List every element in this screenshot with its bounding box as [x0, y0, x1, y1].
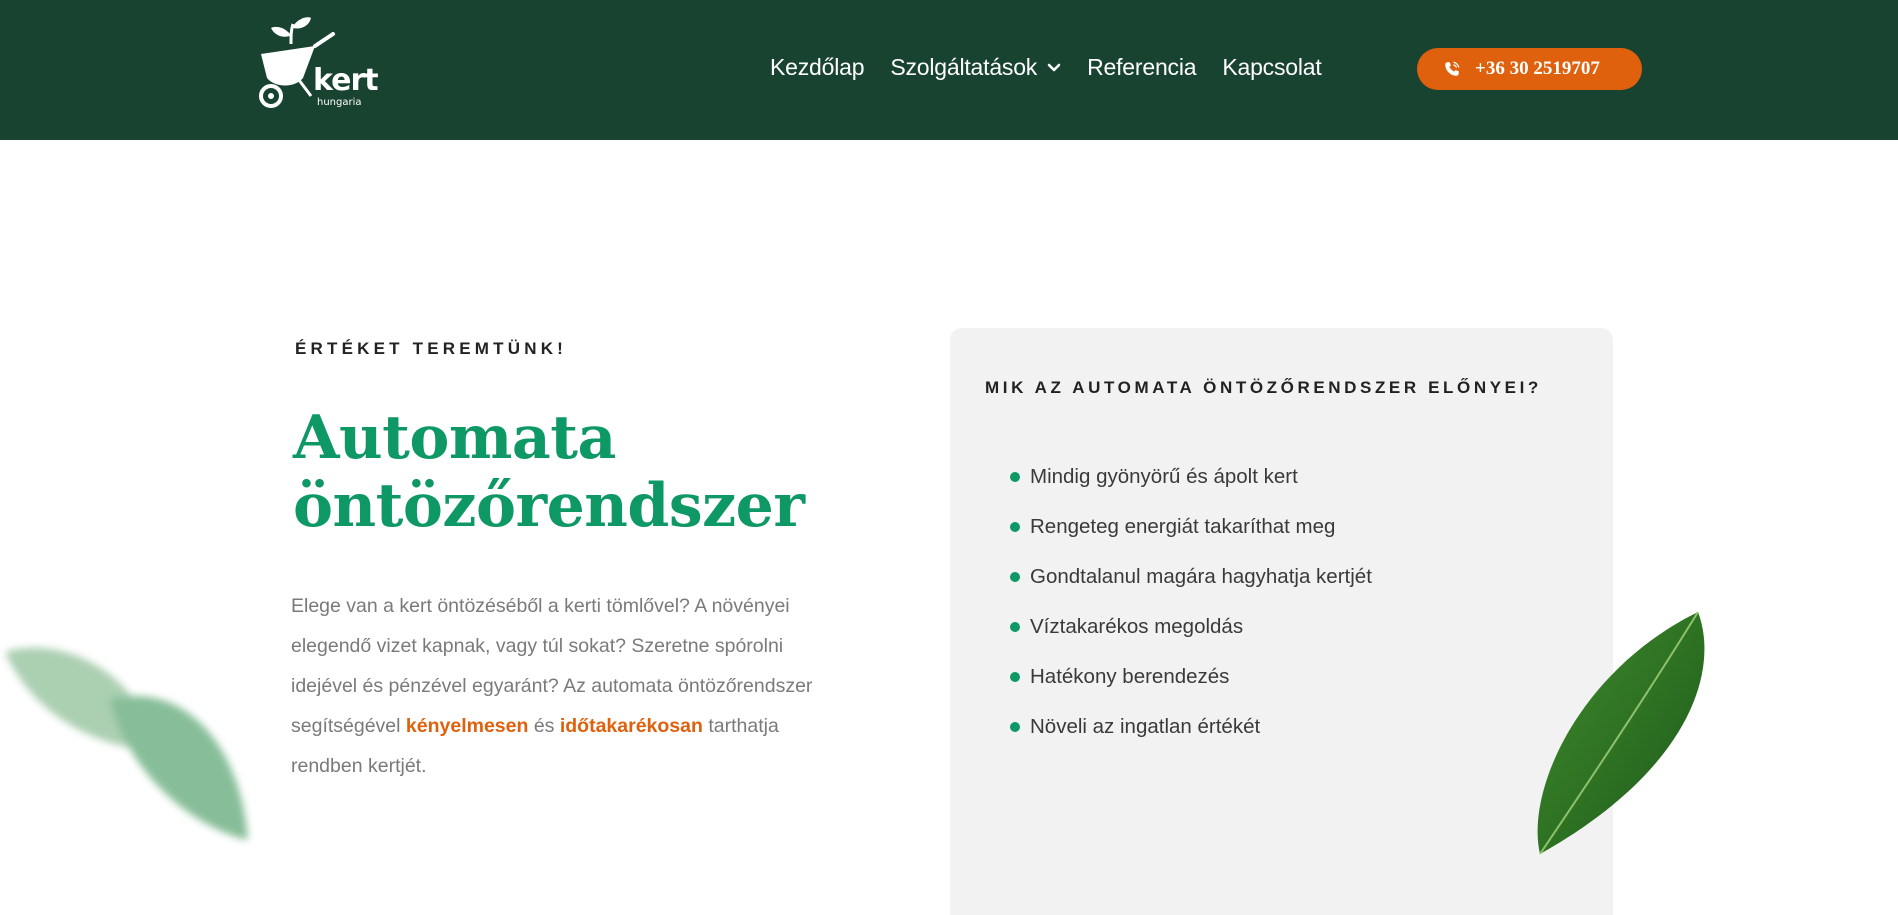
nav-item-services[interactable]: [890, 54, 1061, 81]
nav-item-home[interactable]: [770, 54, 864, 81]
bullet-icon: [1010, 522, 1020, 532]
list-item: [1010, 502, 1372, 552]
chevron-down-icon: [1047, 61, 1061, 75]
logo-subtitle: hungaria: [317, 97, 362, 108]
bullet-icon: [1010, 572, 1020, 582]
nav-item-references[interactable]: [1087, 54, 1196, 81]
phone-icon: [1443, 60, 1461, 78]
list-item: [1010, 602, 1372, 652]
phone-call-button[interactable]: [1417, 48, 1642, 90]
site-logo[interactable]: [255, 16, 378, 116]
benefits-card: [950, 328, 1613, 915]
blurred-leaves-decoration: [0, 640, 270, 860]
intro-text: és: [528, 715, 560, 737]
section-eyebrow: ÉRTÉKET TEREMTÜNK!: [295, 339, 568, 358]
nav-label: Kapcsolat: [1222, 54, 1322, 80]
benefit-text: Hatékony berendezés: [1030, 665, 1230, 688]
benefit-text: Víztakarékos megoldás: [1030, 615, 1244, 638]
title-line-1: Automata: [293, 403, 616, 473]
page-title: [293, 404, 853, 540]
nav-item-contact[interactable]: [1222, 54, 1321, 81]
phone-number: +36 30 2519707: [1475, 58, 1600, 79]
benefit-text: Gondtalanul magára hagyhatja kertjét: [1030, 565, 1372, 588]
benefits-title: MIK AZ AUTOMATA ÖNTÖZŐRENDSZER ELŐNYEI?: [985, 378, 1542, 397]
intro-highlight: kényelmesen: [405, 715, 529, 737]
bullet-icon: [1010, 672, 1020, 682]
list-item: [1010, 702, 1372, 752]
logo-wordmark: kert: [313, 63, 378, 98]
main-nav: [770, 54, 1348, 81]
benefit-text: Rengeteg energiát takaríthat meg: [1030, 515, 1336, 538]
intro-paragraph: [291, 586, 831, 786]
bullet-icon: [1010, 472, 1020, 482]
list-item: [1010, 552, 1372, 602]
benefit-text: Mindig gyönyörű és ápolt kert: [1030, 465, 1298, 488]
site-header: [0, 0, 1898, 140]
list-item: [1010, 452, 1372, 502]
benefits-list: [1010, 452, 1372, 752]
benefit-text: Növeli az ingatlan értékét: [1030, 715, 1261, 738]
intro-highlight: időtakarékosan: [559, 715, 703, 737]
title-line-2: öntözőrendszer: [293, 471, 805, 541]
intro-text: tarthatja rendben kertjét.: [291, 715, 779, 777]
leaf-decoration: [1530, 610, 1710, 860]
bullet-icon: [1010, 722, 1020, 732]
list-item: [1010, 652, 1372, 702]
nav-label: Kezdőlap: [770, 54, 865, 80]
nav-label: Szolgáltatások: [890, 54, 1038, 80]
intro-text: Elege van a kert öntözéséből a kerti tömlővel? A növényei elegendő vizet kapnak, vagy túl sokat? Szeretne spórolni idejével és pénzével egyaránt? Az automata öntözőrendszer segítségével: [291, 595, 813, 737]
nav-label: Referencia: [1087, 54, 1197, 80]
bullet-icon: [1010, 622, 1020, 632]
